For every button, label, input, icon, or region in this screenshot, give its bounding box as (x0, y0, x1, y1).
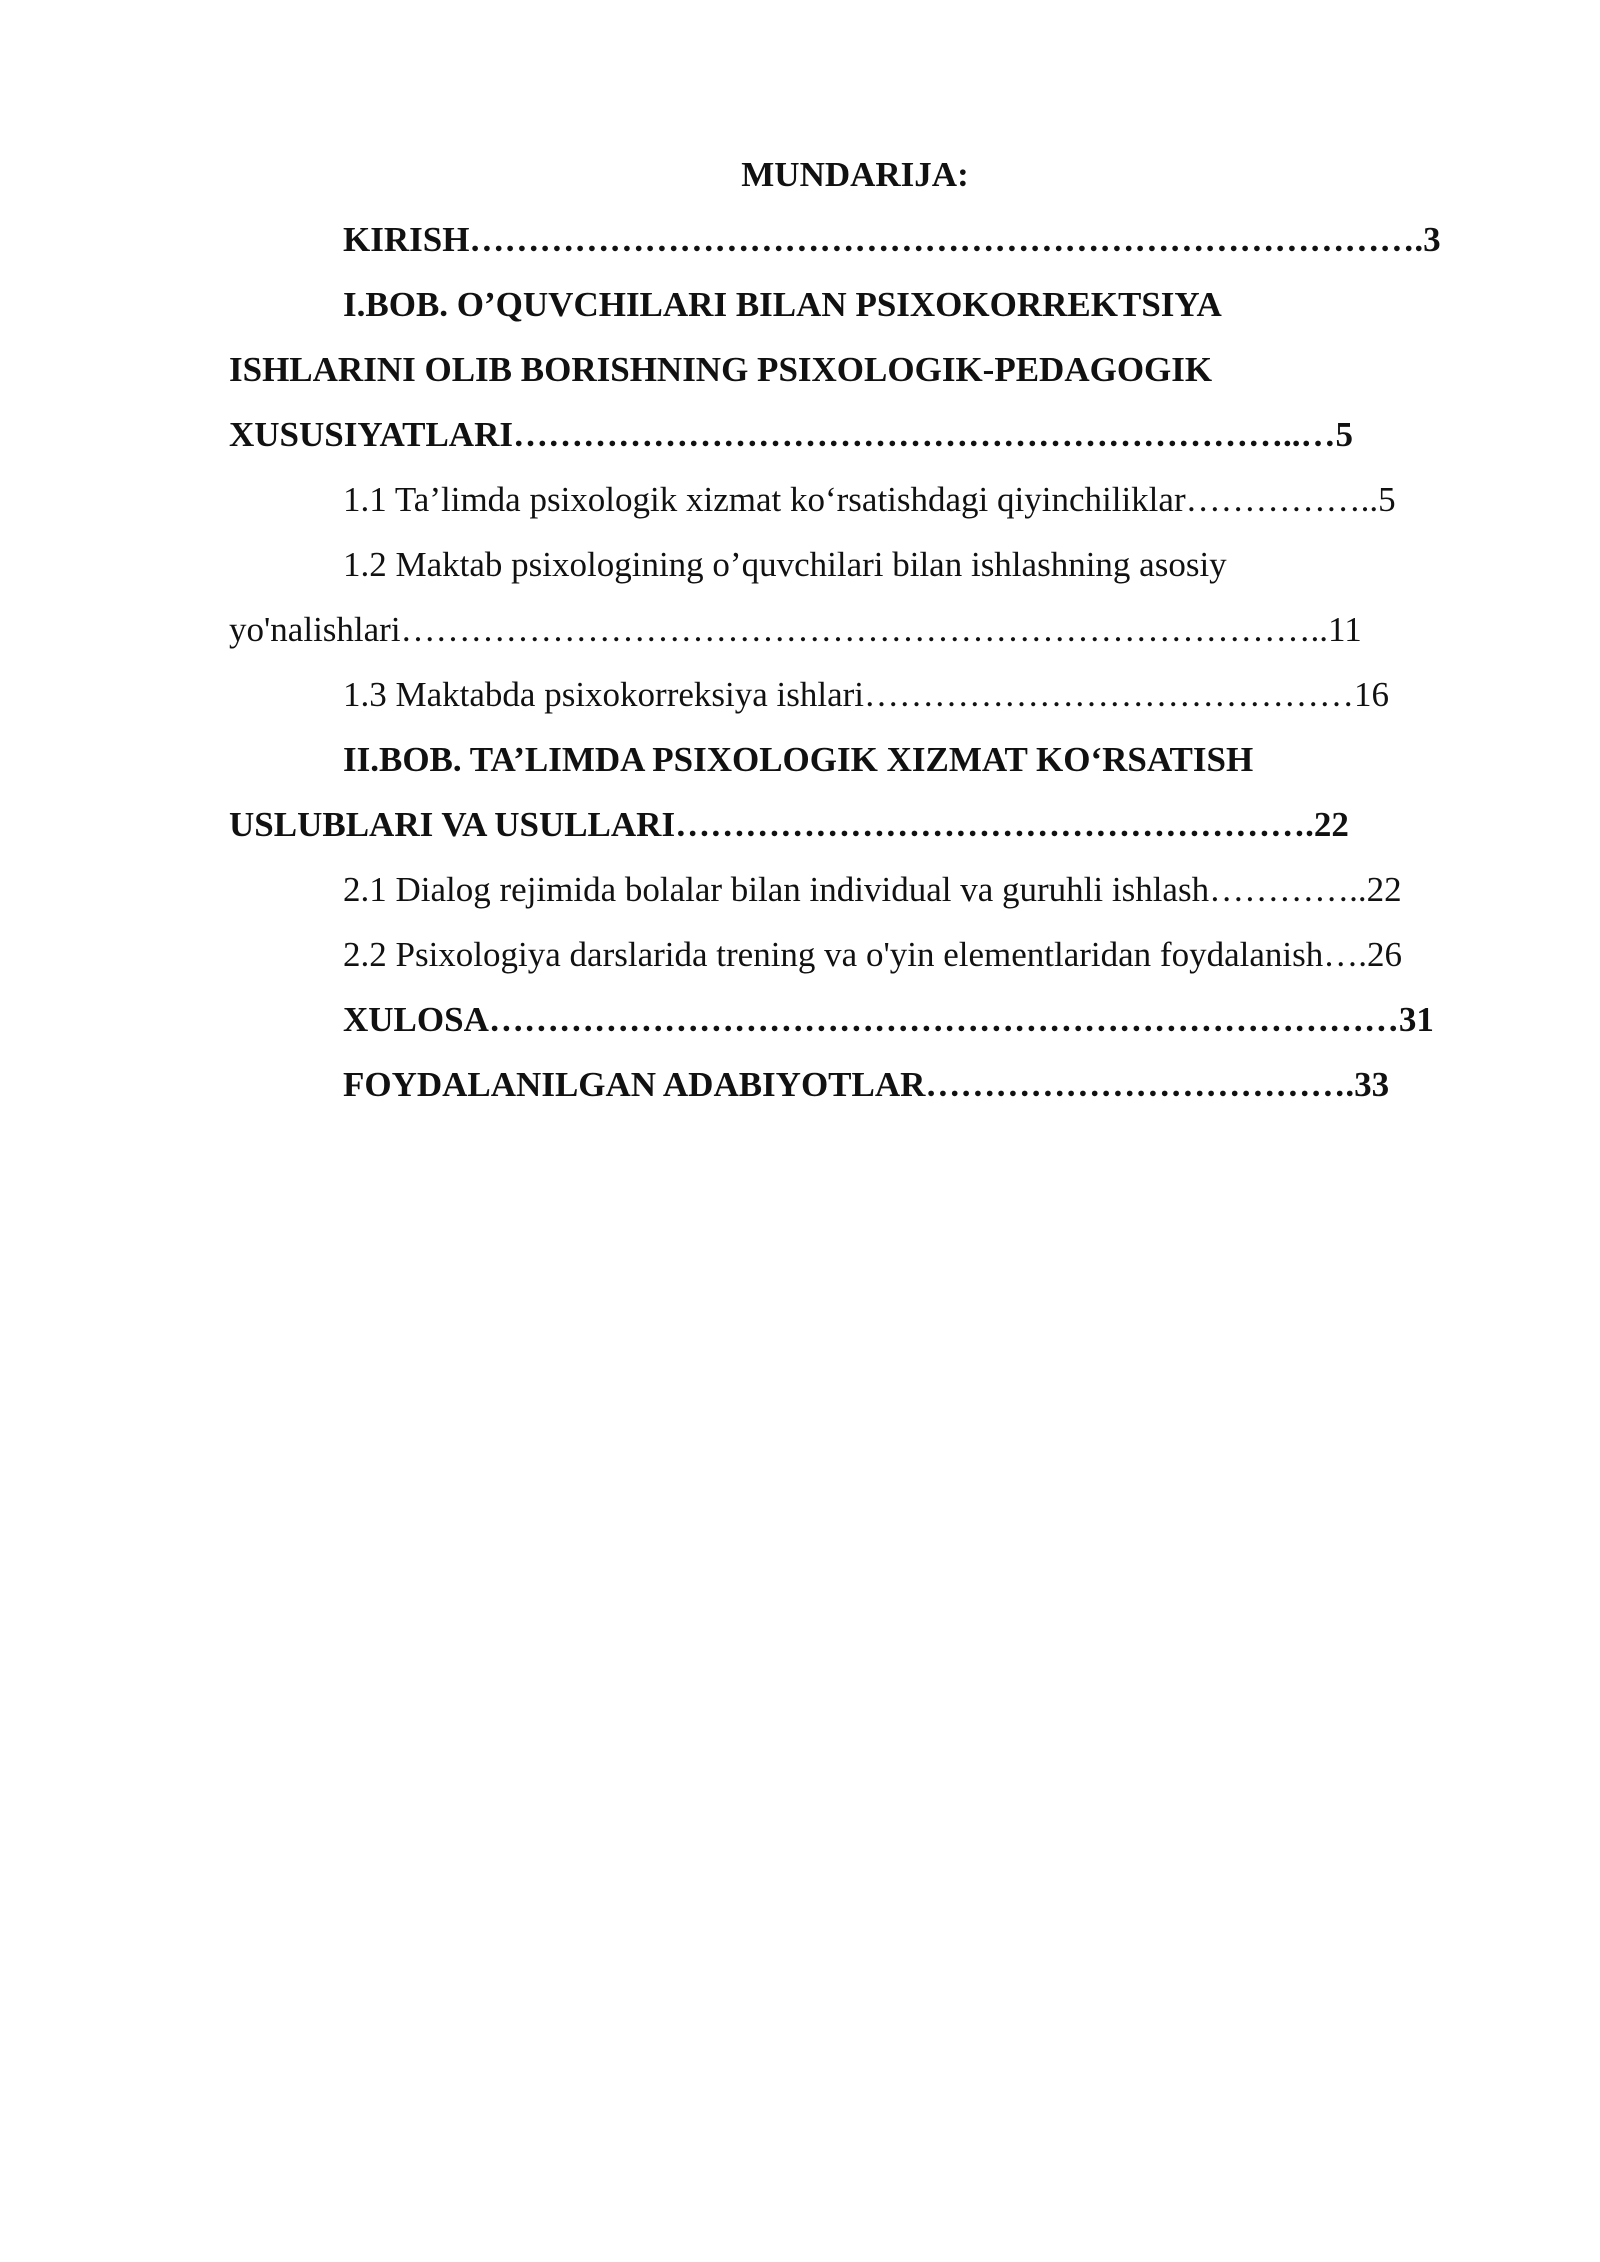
toc-entry-1-2: 1.2 Maktab psixologining o’quvchilari bilan ishlashning asosiy (343, 545, 1227, 584)
toc-entry-2-2: 2.2 Psixologiya darslarida trening va o'yin elementlaridan foydalanish….26 (343, 935, 1402, 974)
toc-entry-chapter-1-end: XUSUSIYATLARI…………………………………………………………..…5 (229, 415, 1353, 454)
toc-entry-1-3: 1.3 Maktabda psixokorreksiya ishlari……………………………………16 (343, 675, 1390, 714)
toc-entry-chapter-1: I.BOB. O’QUVCHILARI BILAN PSIXOKORREKTSIYA (343, 285, 1222, 324)
toc-entry-chapter-1-cont: ISHLARINI OLIB BORISHNING PSIXOLOGIK-PEDAGOGIK (229, 350, 1213, 389)
toc-entry-1-2-cont: yo'nalishlari……………………………………………………………………..11 (229, 610, 1362, 649)
toc-entry-chapter-2: II.BOB. TA’LIMDA PSIXOLOGIK XIZMAT KOʻRSATISH (343, 740, 1254, 779)
toc-entry-1-1: 1.1 Ta’limda psixologik xizmat koʻrsatishdagi qiyinchiliklar……………..5 (343, 480, 1396, 519)
toc-entry-2-1: 2.1 Dialog rejimida bolalar bilan individual va guruhli ishlash…………..22 (343, 870, 1402, 909)
toc-entry-kirish: KIRISH……………………………………………………………………….3 (343, 220, 1441, 259)
toc-title: MUNDARIJA: (741, 155, 969, 194)
toc-entry-chapter-2-end: USLUBLARI VA USULLARI……………………………………………….22 (229, 805, 1349, 844)
toc-entry-adabiyotlar: FOYDALANILGAN ADABIYOTLAR……………………………….33 (343, 1065, 1390, 1104)
toc-entry-xulosa: XULOSA……………………………………………………………………31 (343, 1000, 1434, 1039)
